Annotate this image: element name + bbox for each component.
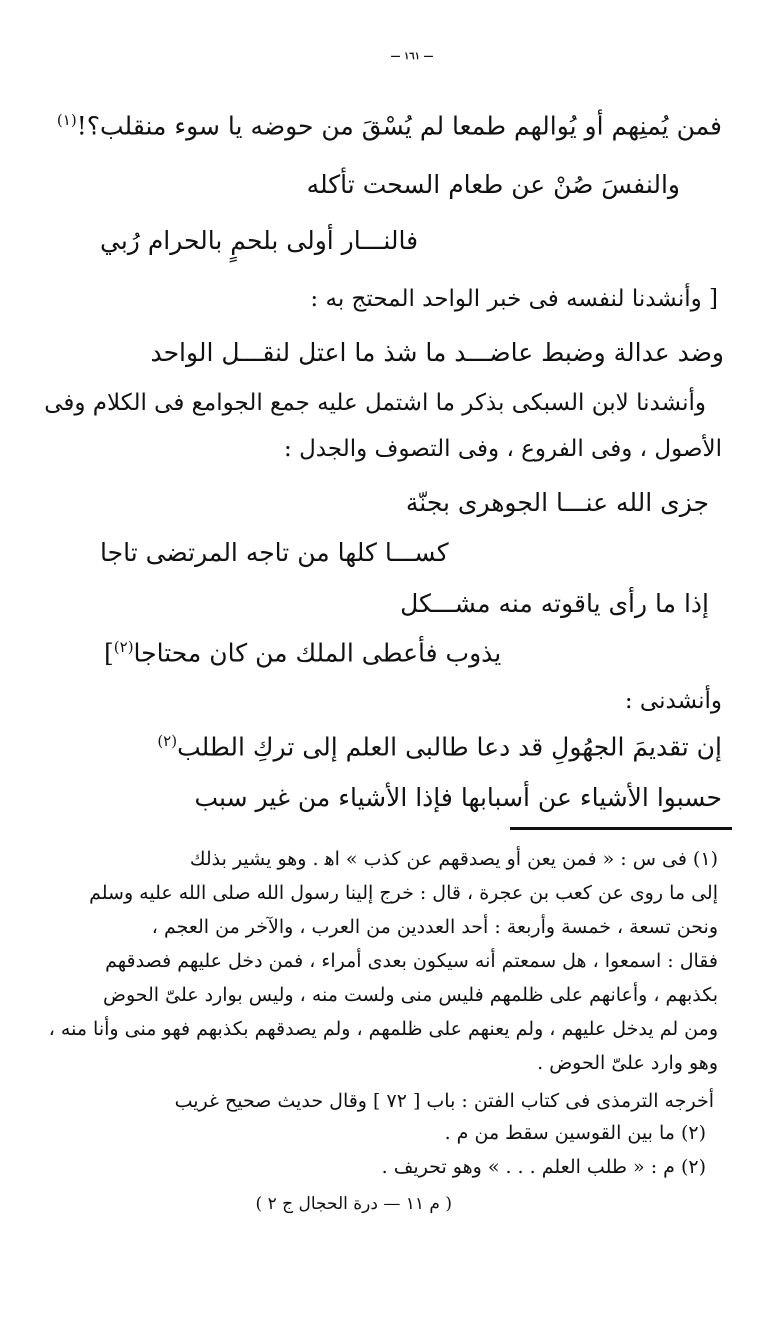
verse-line: جزى الله عنـــا الجوهرى بجنّة — [405, 488, 709, 517]
footnote-line: (٢) ما بين القوسين سقط من م . — [444, 1122, 706, 1144]
footnote-marker: (٢) — [157, 732, 178, 750]
verse-line: وضد عدالة وضبط عاضـــد ما شذ ما اعتل لنقـــل الواحد — [150, 338, 724, 367]
verse-line — [157, 732, 722, 762]
footnote-line: ومن لم يدخل عليهم ، ولم يعنهم على ظلمهم ، ولم يصدقهم بكذبهم فهو منى وأنا منه ، — [48, 1018, 718, 1040]
footnote-separator — [510, 827, 732, 830]
verse-text: إن تقديمَ الجهُولِ قد دعا طالبى العلم إلى تركِ الطلب — [177, 732, 722, 762]
footnote-line: ونحن تسعة ، خمسة وأربعة : أحد العددين من العرب ، والآخر من العجم ، — [151, 916, 718, 938]
prose-line: وأنشدنا لابن السبكى بذكر ما اشتمل عليه جمع الجوامع فى الكلام وفى — [44, 390, 706, 416]
footnote-marker: (٢) — [113, 638, 134, 656]
footnote-line: بكذبهم ، وأعانهم على ظلمهم فليس منى ولست منه ، وليس بوارد علىّ الحوض — [102, 984, 718, 1006]
verse-text: يذوب فأعطى الملك من كان محتاجا — [133, 638, 502, 668]
footnote-marker: (١) — [56, 111, 77, 129]
verse-line: فالنـــار أولى بلحمٍ بالحرام رُبي — [100, 226, 419, 255]
prose-line: [ وأنشدنا لنفسه فى خبر الواحد المحتج به : — [310, 286, 718, 312]
footnote-line: وهو وارد علىّ الحوض . — [537, 1052, 718, 1074]
verse-line: إذا ما رأى ياقوته منه مشـــكل — [400, 589, 709, 618]
verse-line: حسبوا الأشياء عن أسبابها فإذا الأشياء من غير سبب — [194, 783, 722, 812]
footnote-line: أخرجه الترمذى فى كتاب الفتن : باب [ ٧٢ ] وقال حديث صحيح غريب — [174, 1090, 714, 1112]
footnote-line: فقال : اسمعوا ، هل سمعتم أنه سيكون بعدى أمراء ، فمن دخل عليهم فصدقهم — [105, 950, 718, 972]
page-signature: ( م ١١ — درة الحجال ج ٢ ) — [255, 1194, 452, 1214]
prose-line: الأصول ، وفى الفروع ، وفى التصوف والجدل : — [284, 436, 722, 462]
prose-line: وأنشدنى : — [624, 688, 722, 714]
verse-line — [56, 111, 722, 141]
verse-text: فمن يُمنِهم أو يُوالهم طمعا لم يُسْقَ من حوضه يا سوء منقلب؟! — [76, 111, 722, 141]
footnote-line: إلى ما روى عن كعب بن عجرة ، قال : خرج إلينا رسول الله صلى الله عليه وسلم — [89, 882, 718, 904]
verse-line: والنفسَ صُنْ عن طعام السحت تأكله — [306, 170, 680, 199]
verse-line: كســـا كلها من تاجه المرتضى تاجا — [100, 538, 449, 567]
footnote-line: (٢) م : « طلب العلم . . . » وهو تحريف . — [381, 1156, 706, 1178]
footnote-line: (١) فى س : « فمن يعن أو يصدقهم عن كذب » اﻫ . وهو يشير بذلك — [189, 848, 718, 870]
page-number: — ١٦١ — — [390, 51, 434, 62]
closing-bracket: ] — [104, 638, 114, 668]
verse-line — [104, 638, 502, 668]
